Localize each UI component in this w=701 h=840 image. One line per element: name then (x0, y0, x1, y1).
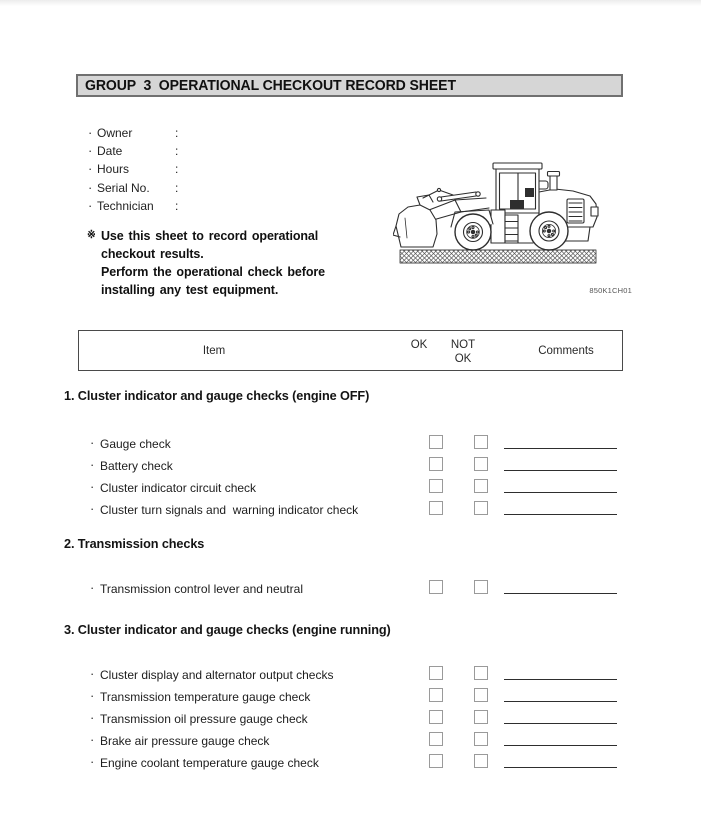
not-ok-checkbox[interactable] (474, 710, 488, 724)
checklist-item-label: Transmission temperature gauge check (100, 690, 311, 704)
column-header-not-ok-line2: OK (454, 353, 472, 365)
bullet-icon: · (90, 479, 95, 494)
bullet-icon: · (90, 501, 95, 516)
bullet-icon: · (90, 666, 95, 681)
ok-checkbox[interactable] (429, 688, 443, 702)
page-title: GROUP 3 OPERATIONAL CHECKOUT RECORD SHEET (85, 77, 456, 94)
column-header-comments: Comments (538, 345, 594, 357)
checklist-section (0, 536, 701, 600)
checklist-item-label: Cluster indicator circuit check (100, 481, 257, 495)
front-wheel (455, 214, 491, 250)
bucket (393, 195, 437, 247)
info-field-row (88, 161, 288, 179)
checklist-section (0, 622, 701, 774)
bullet-icon: · (88, 197, 93, 213)
bullet-icon: · (90, 580, 95, 595)
page-top-shade (0, 0, 701, 6)
note (87, 227, 347, 299)
info-field-colon: : (175, 126, 179, 140)
checklist-row (0, 578, 701, 600)
not-ok-checkbox[interactable] (474, 732, 488, 746)
checklist-row (0, 686, 701, 708)
note-lines (101, 227, 347, 299)
note-line: Use this sheet to record operational (101, 229, 319, 243)
exhaust-pipe (537, 172, 560, 191)
checklist-item-label: Engine coolant temperature gauge check (100, 756, 319, 770)
not-ok-checkbox[interactable] (474, 580, 488, 594)
comment-line[interactable] (504, 448, 617, 449)
checklist-row (0, 433, 701, 455)
checklist-item-label: Brake air pressure gauge check (100, 734, 270, 748)
not-ok-checkbox[interactable] (474, 754, 488, 768)
checklist-section (0, 388, 701, 521)
bullet-icon: · (88, 161, 93, 177)
note-line: installing any test equipment. (101, 283, 279, 297)
checklist-row (0, 664, 701, 686)
ok-checkbox[interactable] (429, 732, 443, 746)
ok-checkbox[interactable] (429, 479, 443, 493)
section-heading: 2. Transmission checks (64, 537, 205, 551)
info-field-row (88, 180, 288, 198)
checklist-item-label: Cluster turn signals and warning indicator check (100, 503, 359, 517)
info-field-label: Serial No. (97, 180, 150, 195)
bullet-icon: · (88, 125, 93, 140)
info-field-label: Owner (97, 126, 133, 140)
reference-mark-icon: ※ (87, 229, 96, 241)
checklist-row (0, 752, 701, 774)
info-field-colon: : (175, 198, 179, 213)
column-header-item: Item (202, 345, 226, 357)
not-ok-checkbox[interactable] (474, 688, 488, 702)
bullet-icon: · (90, 688, 95, 703)
info-field-label: Date (97, 144, 123, 159)
wheel-loader-illustration (393, 150, 633, 280)
checklist-row (0, 499, 701, 521)
not-ok-checkbox[interactable] (474, 666, 488, 680)
comment-line[interactable] (504, 767, 617, 768)
comment-line[interactable] (504, 723, 617, 724)
checklist-row (0, 477, 701, 499)
figure-code: 850K1CH01 (589, 286, 632, 295)
bullet-icon: · (90, 457, 95, 472)
bullet-icon: · (90, 754, 95, 769)
checklist-row (0, 455, 701, 477)
not-ok-checkbox[interactable] (474, 435, 488, 449)
comment-line[interactable] (504, 745, 617, 746)
ok-checkbox[interactable] (429, 754, 443, 768)
info-field-row (88, 198, 288, 216)
note-line: checkout results. (101, 247, 204, 261)
bullet-icon: · (90, 710, 95, 725)
page-title-bar (76, 74, 623, 97)
info-field-colon: : (175, 162, 179, 177)
checklist-item-label: Transmission oil pressure gauge check (100, 712, 308, 726)
checklist-item-label: Transmission control lever and neutral (100, 582, 303, 596)
comment-line[interactable] (504, 593, 617, 594)
not-ok-checkbox[interactable] (474, 501, 488, 515)
bullet-icon: · (88, 179, 93, 195)
bullet-icon: · (90, 732, 95, 747)
ok-checkbox[interactable] (429, 435, 443, 449)
column-header-not-ok-line1: NOT (450, 339, 476, 351)
column-header-ok: OK (410, 339, 428, 351)
column-header-not-ok (441, 338, 485, 366)
info-fields (88, 125, 288, 216)
comment-line[interactable] (504, 679, 617, 680)
bullet-icon: · (90, 435, 95, 450)
info-field-label: Hours (97, 162, 130, 177)
comment-line[interactable] (504, 492, 617, 493)
checklist-item-label: Cluster display and alternator output checks (100, 668, 334, 682)
ground-hatch (400, 250, 596, 263)
bullet-icon: · (88, 143, 93, 159)
ok-checkbox[interactable] (429, 457, 443, 471)
checklist-row (0, 708, 701, 730)
note-line: Perform the operational check before (101, 265, 325, 279)
info-field-row (88, 125, 288, 143)
rear-wheel (530, 212, 568, 250)
section-rows (0, 578, 701, 600)
info-field-colon: : (175, 144, 179, 159)
checklist-row (0, 730, 701, 752)
ok-checkbox[interactable] (429, 666, 443, 680)
info-field-label: Technician (97, 198, 154, 213)
comment-line[interactable] (504, 701, 617, 702)
checklist-item-label: Battery check (100, 459, 173, 473)
info-field-row (88, 143, 288, 161)
section-heading: 3. Cluster indicator and gauge checks (engine running) (64, 623, 391, 637)
section-heading: 1. Cluster indicator and gauge checks (engine OFF) (64, 389, 370, 403)
info-field-colon: : (175, 180, 179, 195)
not-ok-checkbox[interactable] (474, 457, 488, 471)
ok-checkbox[interactable] (429, 580, 443, 594)
sections (0, 388, 701, 774)
checklist-item-label: Gauge check (100, 437, 171, 451)
comment-line[interactable] (504, 470, 617, 471)
cab (493, 163, 542, 213)
ok-checkbox[interactable] (429, 501, 443, 515)
section-rows (0, 664, 701, 774)
not-ok-checkbox[interactable] (474, 479, 488, 493)
section-rows (0, 433, 701, 521)
checklist-header (78, 330, 623, 371)
ok-checkbox[interactable] (429, 710, 443, 724)
comment-line[interactable] (504, 514, 617, 515)
